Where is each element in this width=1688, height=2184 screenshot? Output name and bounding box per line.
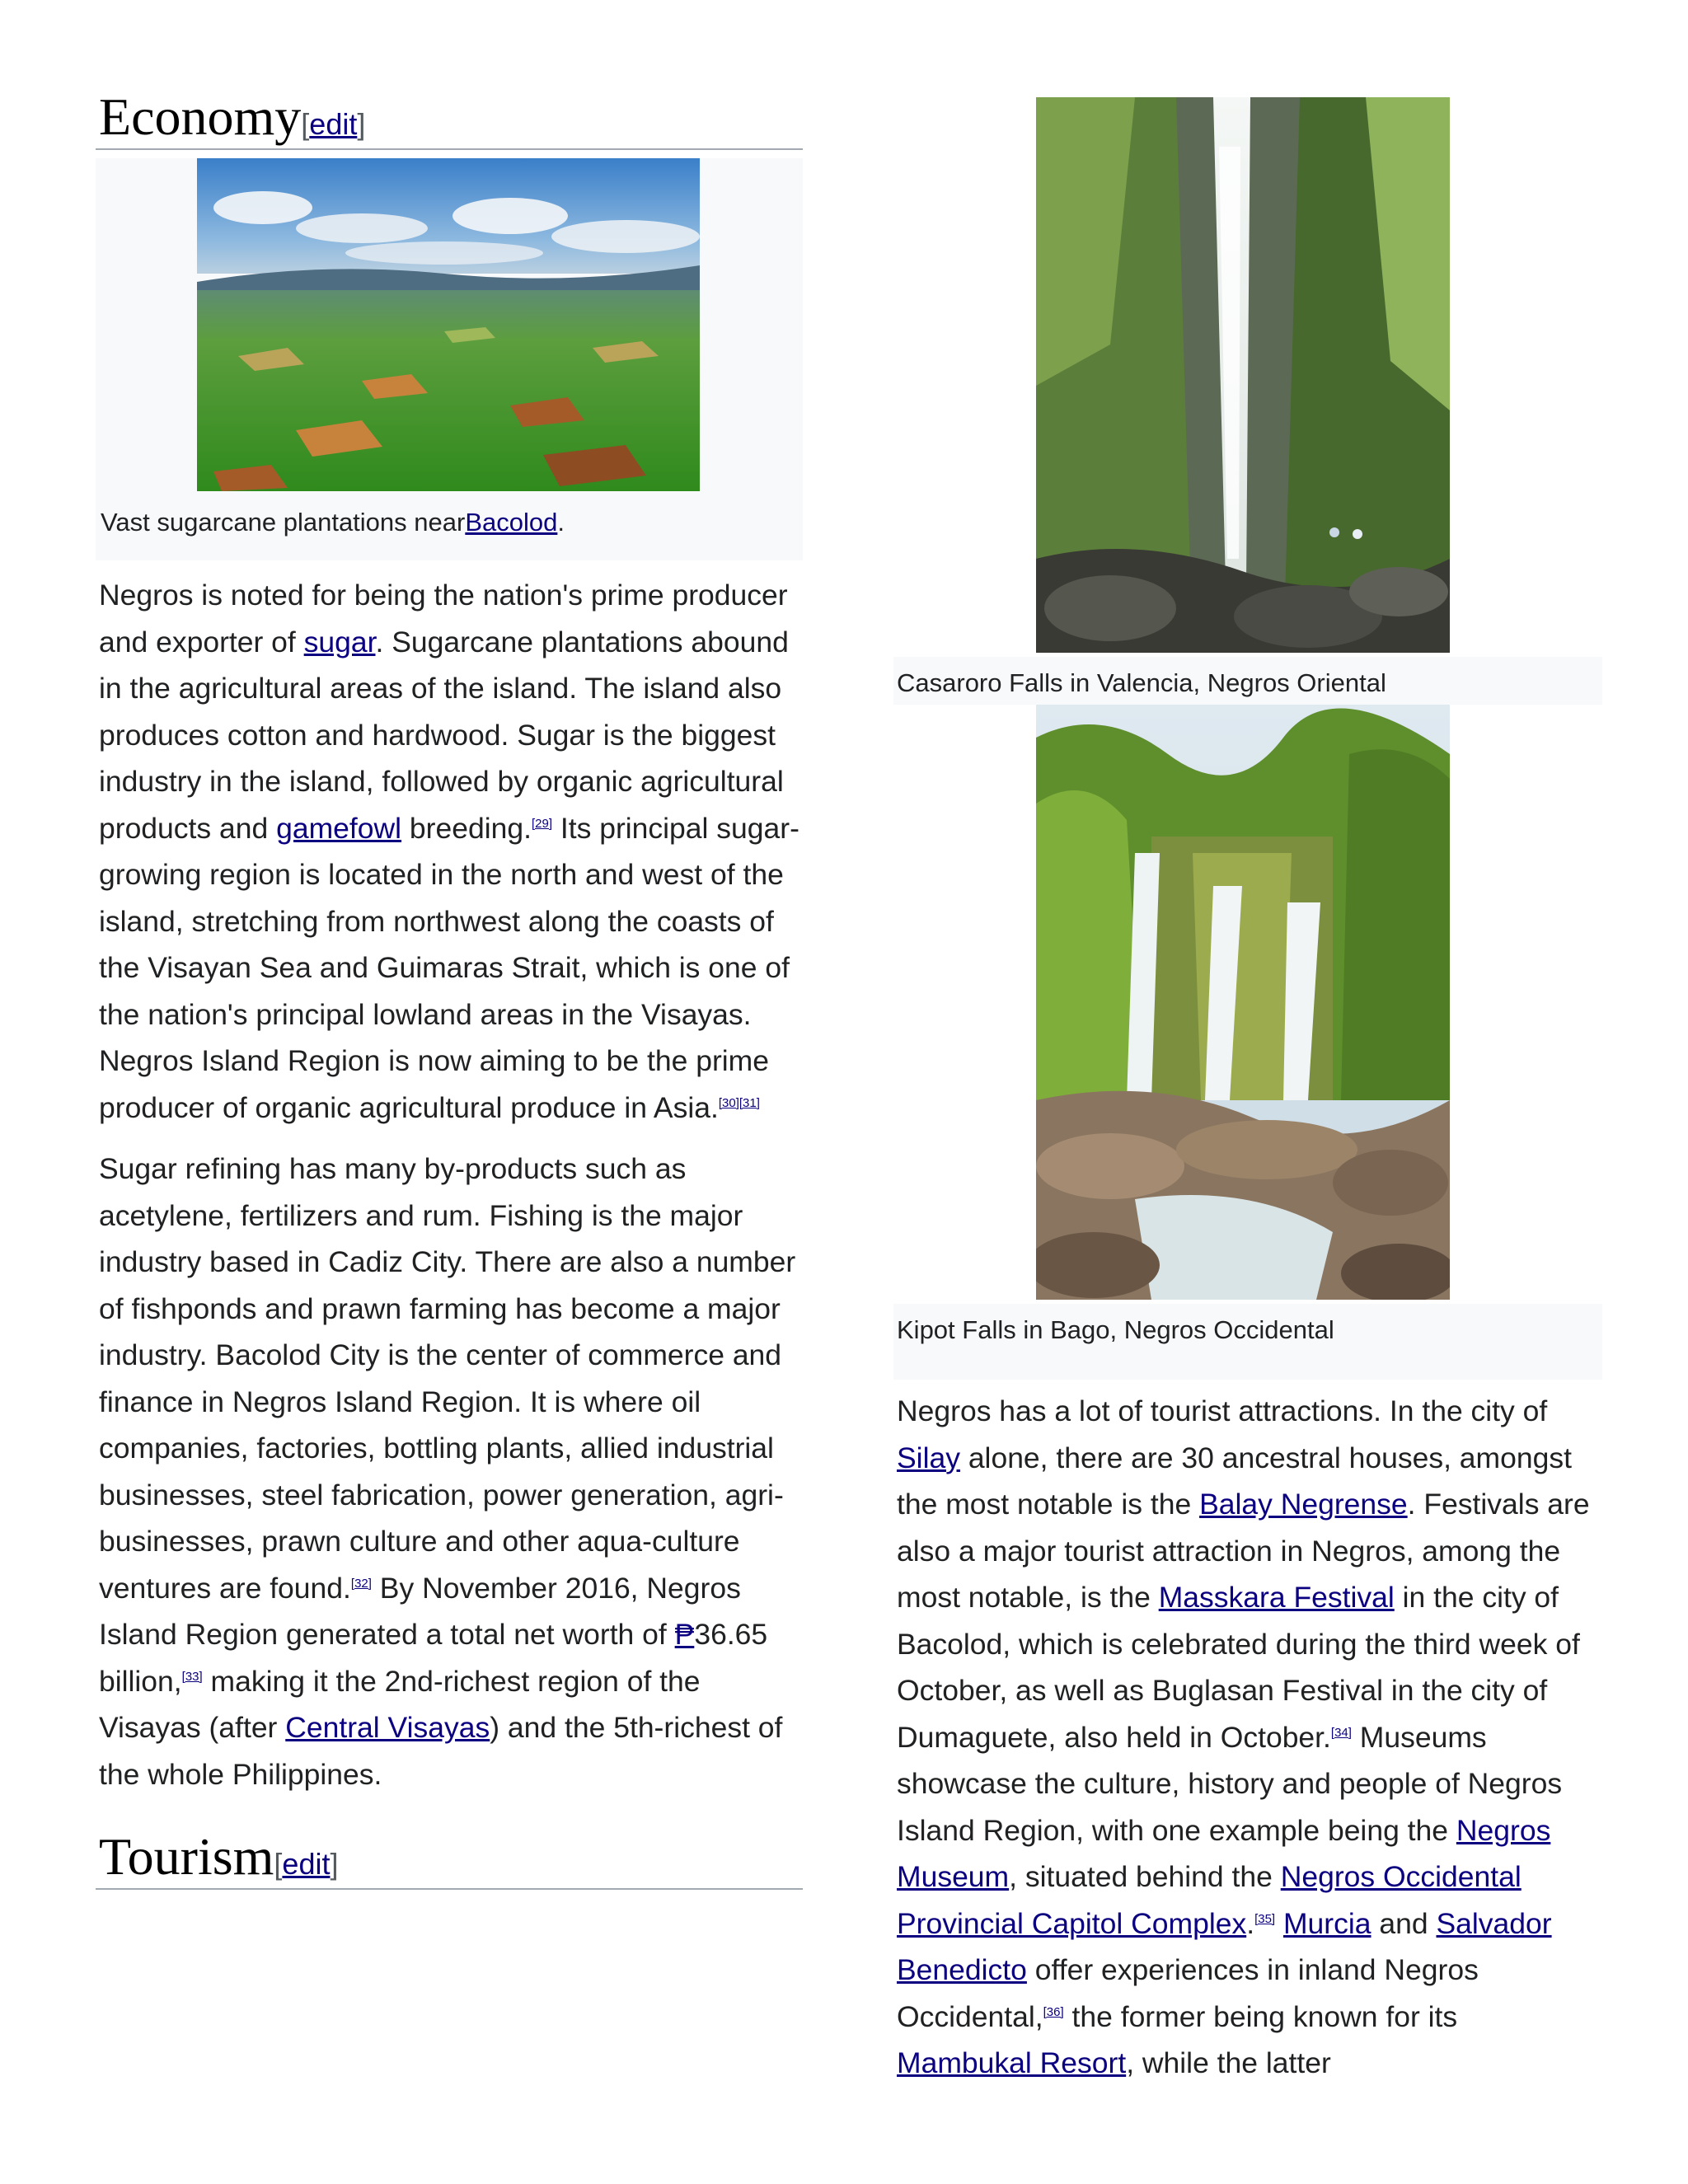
link-mambukal-resort[interactable]: Mambukal Resort	[897, 2046, 1127, 2079]
edit-section-economy: [edit]	[301, 107, 366, 141]
economy-heading-text: Economy	[99, 87, 302, 146]
link-murcia[interactable]: Murcia	[1282, 1906, 1372, 1940]
left-column	[96, 87, 803, 1890]
citation-30-31[interactable]: [30][31]	[718, 1095, 760, 1110]
landscape-photo-icon	[197, 158, 700, 491]
edit-section-tourism: [edit]	[274, 1847, 339, 1881]
citation-33[interactable]: [33]	[181, 1669, 203, 1684]
citation-36[interactable]: [36]	[1043, 2004, 1064, 2019]
link-central-visayas[interactable]: Central Visayas	[285, 1711, 490, 1744]
citation-32[interactable]: [32]	[350, 1576, 372, 1591]
plantation-caption: Vast sugarcane plantations nearBacolod.	[101, 508, 565, 537]
link-silay[interactable]: Silay	[897, 1441, 960, 1474]
kipot-falls-photo	[1036, 705, 1450, 1304]
citation-29[interactable]: [29]	[531, 816, 552, 831]
waterfall-photo-icon	[1036, 705, 1450, 1300]
link-salvador-benedicto[interactable]: Salvador Benedicto	[897, 1906, 1552, 1986]
citation-34[interactable]: [34]	[1330, 1725, 1352, 1740]
casaroro-falls-photo	[1036, 97, 1450, 657]
link-gamefowl[interactable]: gamefowl	[276, 811, 402, 845]
tourism-heading	[96, 1827, 803, 1890]
edit-link-economy[interactable]: edit	[309, 107, 358, 141]
tourism-paragraph-1: Negros has a lot of tourist attractions. In the city of Silay alone, there are 30 ancestral houses, amongst the most notable is the Balay Negrense. Festivals are also a major tourist attraction in Negros, among the most notable, is the Masskara Festival in the city of Bacolod, which is celebrated during the third week of October, as well as Buglasan Festival in the city of Dumaguete, also held in October.[34] Museums showcase the culture, history and people of Negros Island Region, with one example being the Negros Museum, situated behind the Negros Occidental Provincial Capitol Complex.[35] Murcia and Salvador Benedicto offer experiences in inland Negros Occidental,[36] the former being known for its Mambukal Resort, while the latter	[897, 1394, 1590, 2079]
link-masskara-festival[interactable]: Masskara Festival	[1158, 1581, 1395, 1614]
plantation-figure	[96, 158, 803, 560]
casaroro-caption: Casaroro Falls in Valencia, Negros Oriental	[893, 657, 1602, 705]
plantation-photo	[197, 158, 700, 491]
link-provincial-capitol[interactable]: Negros Occidental Provincial Capitol Complex	[897, 1860, 1522, 1940]
edit-link-tourism[interactable]: edit	[282, 1847, 331, 1881]
waterfall-photo-icon	[1036, 97, 1450, 653]
economy-paragraph-2: Sugar refining has many by-products such as acetylene, fertilizers and rum. Fishing is the major industry based in Cadiz City. There are also a number of fishponds and prawn farming has become a major industry. Bacolod City is the center of commerce and finance in Negros Island Region. It is where oil companies, factories, bottling plants, allied industrial businesses, steel fabrication, power generation, agri-businesses, prawn culture and other aqua-culture ventures are found.[32] By November 2016, Negros Island Region generated a total net worth of ₱36.65 billion,[33] making it the 2nd-richest region of the Visayas (after Central Visayas) and the 5th-richest of the whole Philippines.	[99, 1152, 796, 1791]
tourism-heading-text: Tourism	[99, 1827, 274, 1886]
economy-heading	[96, 87, 803, 150]
link-philippine-peso[interactable]: ₱	[674, 1618, 695, 1651]
link-negros-museum[interactable]: Negros Museum	[897, 1813, 1551, 1893]
kipot-caption: Kipot Falls in Bago, Negros Occidental	[893, 1304, 1602, 1380]
right-column	[893, 97, 1602, 2087]
link-bacolod[interactable]: Bacolod	[465, 508, 558, 537]
link-sugar[interactable]: sugar	[303, 625, 376, 658]
citation-35[interactable]: [35]	[1254, 1911, 1276, 1926]
economy-paragraph-1: Negros is noted for being the nation's prime producer and exporter of sugar. Sugarcane plantations abound in the agricultural areas of the island. The island also produces cotton and hardwood. Sugar is the biggest industry in the island, followed by organic agricultural products and gamefowl breeding.[29] Its principal sugar-growing region is located in the north and west of the island, stretching from northwest along the coasts of the Visayan Sea and Guimaras Strait, which is one of the nation's principal lowland areas in the Visayas. Negros Island Region is now aiming to be the prime producer of organic agricultural produce in Asia.[30][31]	[99, 579, 799, 1124]
link-balay-negrense[interactable]: Balay Negrense	[1199, 1488, 1408, 1521]
